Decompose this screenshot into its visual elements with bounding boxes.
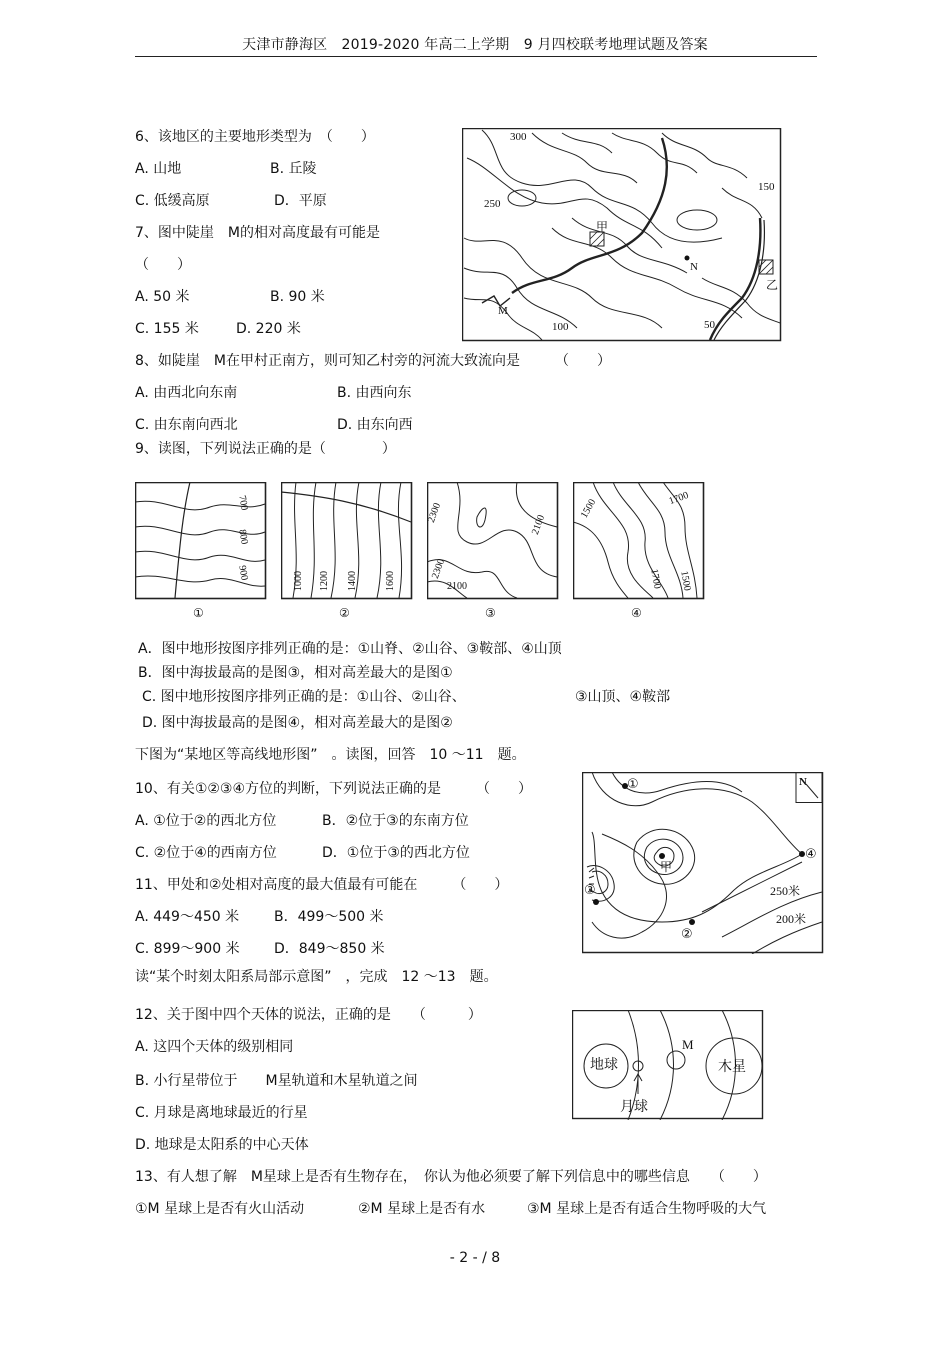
q12-option-c: C. 月球是离地球最近的行星 [135,1105,308,1121]
topo2-label-200: 200米 [776,912,807,926]
topo2-point-4: ④ [805,847,817,862]
q12-stem: 12、关于图中四个天体的说法，正确的是 （ ） [135,1007,482,1023]
q11-option-d: D．849～850 米 [274,941,385,957]
topo1-label-300: 300 [510,131,527,143]
q12-option-b: B. 小行星带位于 M星轨道和木星轨道之间 [135,1073,418,1089]
q9-p1-number: ① [193,606,204,620]
q7-option-b: B. 90 米 [270,289,325,305]
q10-option-c: C. ②位于④的西南方位 [135,845,277,861]
q9-option-a: A．图中地形按图序排列正确的是：①山脊、②山谷、③鞍部、④山顶 [138,641,562,657]
topo2-point-jia: 甲 [660,860,673,874]
topo2-point-2: ② [681,927,693,942]
q10-option-b: B．②位于③的东南方位 [322,813,469,829]
q9-p4-label-c: 1700 [648,568,663,590]
q9-p2-label-1200: 1200 [319,571,330,591]
intro-10-11: 下图为“某地区等高线地形图” 。读图，回答 10 ～11 题。 [135,747,526,763]
q12-option-a: A. 这四个天体的级别相同 [135,1039,294,1055]
q9-p2-label-1600: 1600 [385,571,396,591]
q13-option-3: ③M 星球上是否有适合生物呼吸的大气 [527,1201,767,1217]
solar-system-diagram [572,1010,764,1120]
q6-option-a: A. 山地 [135,161,182,177]
q9-p1-label-800: 800 [236,528,250,546]
q9-panel-3 [425,482,559,620]
q9-option-c-part1: C. 图中地形按图序排列正确的是：①山谷、②山谷、 [142,689,466,705]
q11-stem: 11、甲处和②处相对高度的最大值最有可能在 （ ） [135,877,509,893]
topo1-label-100: 100 [552,321,569,333]
q13-option-1: ①M 星球上是否有火山活动 [135,1201,305,1217]
page-footer: - 2 - / 8 [449,1250,501,1266]
q13-option-2: ②M 星球上是否有水 [358,1201,486,1217]
q11-option-a: A. 449～450 米 [135,909,240,925]
q9-p1-label-700: 700 [236,494,250,512]
q6-option-c: C. 低缓高原 [135,193,210,209]
q9-option-c-part2: ③山顶、④鞍部 [575,689,671,705]
q9-p1-label-900: 900 [236,564,250,582]
q7-option-d: D. 220 米 [236,321,301,337]
q9-panel-4 [573,482,705,620]
q6-option-d: D．平原 [274,193,327,209]
page-header: 天津市静海区 2019-2020 年高二上学期 9 月四校联考地理试题及答案 [242,37,708,53]
q10-stem: 10、有关①②③④方位的判断，下列说法正确的是 （ ） [135,781,533,797]
q6-stem: 6、该地区的主要地形类型为 （ ） [135,129,375,145]
q8-option-c: C. 由东南向西北 [135,417,238,433]
topo2-label-250: 250米 [770,884,801,898]
q8-option-a: A. 由西北向东南 [135,385,238,401]
topo1-cliff-m: M [498,305,508,317]
q9-panel-1 [135,482,267,620]
topo1-village-yi: 乙 [766,278,779,292]
q9-p3-label-b: 2100 [529,513,548,537]
q7-option-a: A. 50 米 [135,289,190,305]
topo1-point-n: N [690,261,698,273]
q9-option-b: B．图中海拔最高的是图③，相对高差最大的是图① [138,665,453,681]
topo-map-1 [462,128,782,342]
topo2-north-label: N [799,776,807,788]
q9-p3-label-a: 2300 [425,501,444,525]
q11-option-c: C. 899～900 米 [135,941,240,957]
topo-map-2 [582,772,824,954]
solar-label-m: M [682,1037,694,1052]
q6-option-b: B. 丘陵 [270,161,317,177]
q9-p4-label-a: 1500 [578,497,599,521]
q10-option-a: A. ①位于②的西北方位 [135,813,277,829]
topo2-point-3: ③ [584,883,596,898]
solar-label-moon: 月球 [620,1099,648,1115]
q10-option-d: D．①位于③的西北方位 [322,845,470,861]
q7-option-c: C. 155 米 [135,321,199,337]
q9-option-d: D. 图中海拔最高的是图④，相对高差最大的是图② [142,715,453,731]
q9-p4-number: ④ [631,606,642,620]
topo1-village-jia: 甲 [596,220,609,234]
q9-p3-label-c: 2300 [429,557,448,581]
q9-p4-label-d: 1500 [678,570,693,592]
q8-option-d: D. 由东向西 [337,417,413,433]
q9-stem: 9、读图，下列说法正确的是（ ） [135,441,396,457]
q8-stem: 8、如陡崖 M在甲村正南方，则可知乙村旁的河流大致流向是 （ ） [135,353,611,369]
topo2-point-1: ① [627,777,639,792]
q9-p4-label-b: 1700 [667,489,691,508]
q9-p2-label-1400: 1400 [347,571,358,591]
q7-paren: （ ） [135,257,191,273]
q9-panel-2 [281,482,413,620]
header-rule [135,56,817,57]
q8-option-b: B. 由西向东 [337,385,412,401]
q13-stem: 13、有人想了解 M星球上是否有生物存在， 你认为他必须要了解下列信息中的哪些信息 （ ） [135,1169,767,1185]
q9-p3-label-d: 2100 [447,581,467,592]
q7-stem: 7、图中陡崖 M的相对高度最有可能是 [135,225,380,241]
intro-12-13: 读“某个时刻太阳系局部示意图” ，完成 12 ～13 题。 [135,969,498,985]
q11-option-b: B．499～500 米 [274,909,384,925]
q9-p2-label-1000: 1000 [293,571,304,591]
q9-p3-number: ③ [485,606,496,620]
solar-label-jupiter: 木星 [718,1059,746,1075]
q9-p2-number: ② [339,606,350,620]
topo1-label-150: 150 [758,181,775,193]
q12-option-d: D. 地球是太阳系的中心天体 [135,1137,309,1153]
solar-label-earth: 地球 [590,1057,618,1073]
topo1-label-250: 250 [484,198,501,210]
topo1-label-50: 50 [704,319,715,331]
